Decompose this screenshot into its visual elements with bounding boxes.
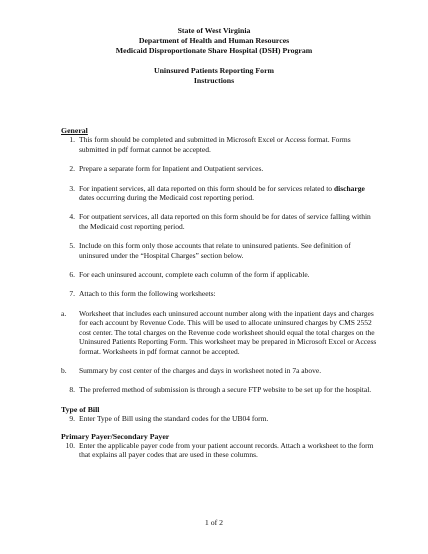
item-text: Prepare a separate form for Inpatient and Outpatient services. (79, 164, 264, 174)
item-text: Worksheet that includes each uninsured account number along with the inpatient days and charges for each account by Revenue Code. This will be used to allocate uninsured charges by CMS 2552 cost center. The total charges on the Revenue code worksheet should equal the total charges on the Uninsured Patients Reporting Form. This worksheet may be prepared in Microsoft Excel or Access format. Worksheets in pdf format cannot be accepted. (79, 308, 377, 356)
list-item (61, 309, 381, 356)
emphasis-discharge: discharge (333, 183, 365, 193)
item-number: a. (61, 308, 67, 318)
form-title: Uninsured Patients Reporting Form (153, 66, 275, 75)
item-text: This form should be completed and submitted in Microsoft Excel or Access format. Forms submitted in pdf format cannot be accepted. (79, 135, 351, 154)
list-item (61, 184, 381, 203)
item-text: For each uninsured account, complete each column of the form if applicable. (79, 270, 310, 280)
header-program: Medicaid Disproportionate Share Hospital (DSH) Program (115, 46, 313, 55)
item-text: The preferred method of submission is through a secure FTP website to be set up for the hospital. (79, 385, 372, 395)
document-header (0, 26, 428, 86)
section-heading-general: General (61, 126, 88, 135)
item-text-part: For inpatient services, all data reported on this form should be for services related to (79, 183, 334, 193)
instructions-body (61, 126, 381, 470)
item-number: 10. (65, 440, 75, 450)
item-text: Summary by cost center of the charges and days in worksheet noted in 7a above. (79, 365, 322, 375)
item-number: 2. (69, 164, 75, 174)
section-heading-type-of-bill: Type of Bill (61, 404, 100, 414)
list-item (61, 385, 381, 394)
item-text-part: dates occurring during the Medicaid cost reporting period. (79, 193, 254, 203)
item-number: 8. (69, 385, 75, 395)
item-number: 6. (69, 270, 75, 280)
header-state: State of West Virginia (177, 26, 251, 35)
list-item (61, 289, 381, 298)
list-item (61, 241, 381, 260)
item-text: Enter Type of Bill using the standard codes for the UB04 form. (79, 414, 269, 424)
item-text: Include on this form only those accounts that relate to uninsured patients. See definition of uninsured under the “Hospital Charges” section below. (79, 241, 351, 260)
item-number: 1. (69, 135, 75, 145)
list-item (61, 164, 381, 173)
page-number: 1 of 2 (204, 518, 224, 527)
form-subtitle: Instructions (193, 76, 235, 85)
section-heading-payer: Primary Payer/Secondary Payer (61, 431, 170, 441)
item-number: 5. (69, 241, 75, 251)
item-number: 4. (69, 212, 75, 222)
item-number: 7. (69, 289, 75, 299)
list-item (61, 414, 381, 423)
list-item (61, 441, 381, 460)
list-item (61, 270, 381, 279)
item-number: 9. (69, 414, 75, 424)
item-text: For outpatient services, all data reported on this form should be for dates of service falling within the Medicaid cost reporting period. (79, 212, 371, 231)
item-text: Enter the applicable payer code from your patient account records. Attach a worksheet to the form that explains all payer codes that are used in these columns. (79, 440, 374, 460)
list-item (61, 366, 381, 375)
list-item (61, 212, 381, 231)
item-number: b. (61, 365, 67, 375)
item-text: Attach to this form the following worksheets: (79, 289, 216, 299)
item-text (79, 184, 381, 203)
item-number: 3. (69, 183, 75, 193)
header-department: Department of Health and Human Resources (138, 36, 290, 45)
list-item (61, 135, 381, 154)
